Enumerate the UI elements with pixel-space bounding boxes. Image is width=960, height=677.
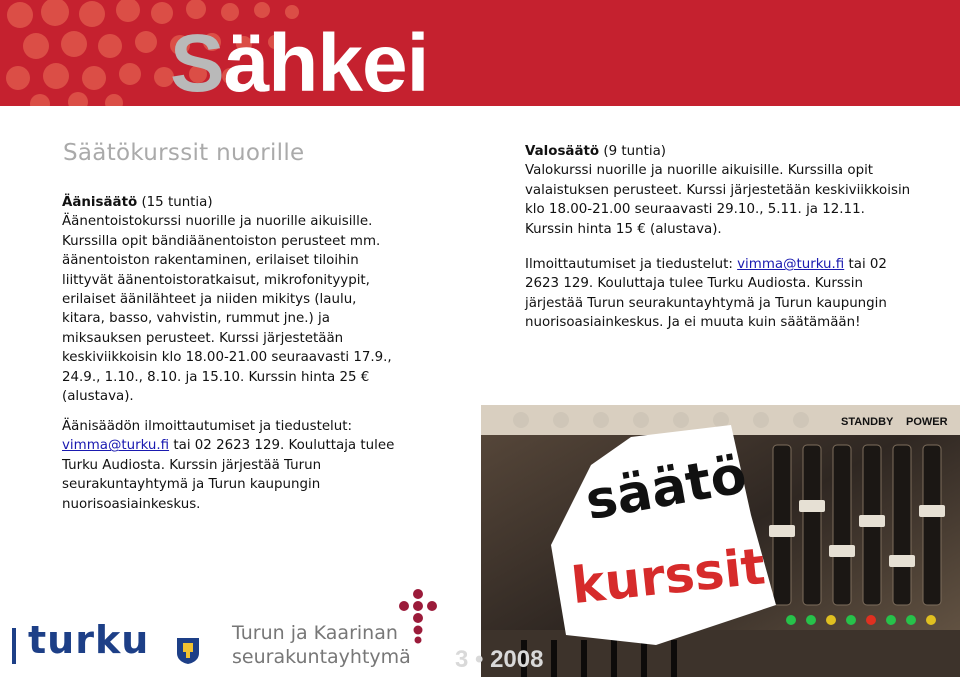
parish-line2: seurakuntayhtymä [232, 646, 411, 668]
page-title: Säätökurssit nuorille [63, 140, 305, 166]
valosaato-heading [525, 142, 915, 161]
header-dot-pattern [0, 0, 960, 106]
mixer-standby-label: STANDBY [841, 416, 894, 428]
aanisaato-heading [62, 193, 402, 212]
valosaato-hours: (9 tuntia) [603, 144, 666, 159]
aanisaato-contact-prefix: Äänisäädön ilmoittautumiset ja tiedustelut: [62, 419, 353, 434]
mixer-illustration [481, 405, 960, 677]
turku-logo-bar [12, 628, 26, 664]
valosaato-contact-rest: tai 02 2623 129. Kouluttaja tulee Turku Audiosta. Kurssin järjestää Turun seurakuntayhtymä ja Turun kaupungin nuorisoasiainkeskus. Ja ei muuta kuin säätämään! [525, 257, 887, 331]
aanisaato-body: Äänentoistokurssi nuorille ja nuorille aikuisille. Kurssilla opit bändiäänentoiston perusteet mm. äänentoiston rakentaminen, erilaiset tiloihin liittyvät äänentoistoratkaisut, mikrofonityypit, erilaiset äänilähteet ja niiden mikitys (laulu, kitara, basso, vahvistin, rummut jne.) ja miksauksen perusteet. Kurssi järjestetään keskiviikkoisin klo 18.00-21.00 seuraavasti 17.9., 24.9., 1.10., 8.10. ja 15.10. Kurssin hinta 25 € (alustava). [62, 214, 392, 405]
aanisaato-contact [62, 417, 427, 514]
issue-number: 3 • 2008 [455, 646, 544, 673]
parish-line1: Turun ja Kaarinan [232, 622, 398, 644]
masthead-title [170, 18, 428, 106]
sticker-line2: kurssit [568, 537, 768, 616]
mixer-photo [481, 405, 960, 677]
aanisaato-email-link[interactable]: vimma@turku.fi [62, 438, 170, 454]
valosaato-body: Valokurssi nuorille ja nuorille aikuisille. Kurssilla opit valaistuksen perusteet. Kurssi järjestetään keskiviikkoisin klo 18.00-21.00 seuraavasti 29.10., 5.11. ja 12.11. Kurssin hinta 15 € (alustava). [525, 163, 911, 237]
aanisaato-section [62, 193, 402, 406]
valosaato-email-link[interactable]: vimma@turku.fi [737, 257, 845, 272]
masthead-rest: ähkei [223, 18, 429, 106]
mixer-power-label: POWER [906, 416, 948, 428]
turku-logo-text: turku [28, 618, 150, 662]
valosaato-contact-prefix: Ilmoittautumiset ja tiedustelut: [525, 257, 733, 272]
aanisaato-contact-rest: tai 02 2623 129. Kouluttaja tulee Turku Audiosta. Kurssin järjestää Turun seurakuntayhtymä ja Turun kaupungin nuorisoasiainkeskus. [62, 438, 395, 512]
valosaato-contact [525, 255, 920, 333]
valosaato-section [525, 142, 915, 239]
masthead-first-letter: S [170, 18, 224, 106]
aanisaato-hours: (15 tuntia) [141, 195, 213, 210]
aanisaato-name: Äänisäätö [62, 195, 138, 210]
cross-icon [398, 588, 438, 644]
valosaato-name: Valosäätö [525, 144, 600, 159]
sticker-line1: säätö [581, 444, 751, 533]
turku-crest-icon [176, 637, 200, 665]
header-banner [0, 0, 960, 106]
